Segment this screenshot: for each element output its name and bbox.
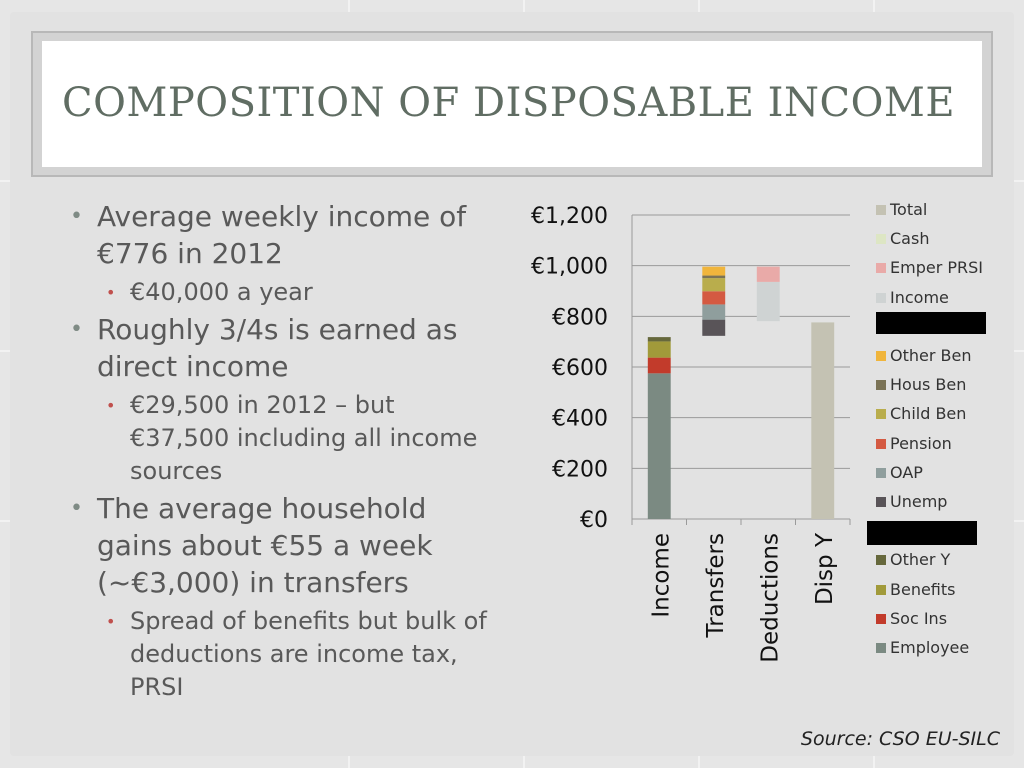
legend-label: OAP [890, 462, 923, 482]
y-tick-label: €1,000 [531, 254, 608, 280]
bar-segment-total [811, 322, 834, 519]
y-tick-label: €800 [552, 305, 608, 331]
bullet-text: Roughly 3/4s is earned as direct income [97, 313, 458, 383]
legend-item [876, 580, 956, 600]
legend-swatch [876, 614, 886, 624]
redaction-bar [867, 521, 977, 545]
legend-swatch [876, 351, 886, 361]
legend-swatch [876, 234, 886, 244]
bar-segment-other-ben [702, 267, 725, 276]
y-tick-label: €600 [552, 356, 608, 381]
source-note: Source: CSO EU-SILC [800, 728, 1000, 750]
bullet-item [70, 198, 500, 272]
legend-item [876, 404, 966, 424]
sub-bullet-dot-icon: • [106, 612, 116, 631]
legend-label: Employee [890, 638, 970, 657]
sub-bullet-item [70, 389, 500, 488]
bar-segment-child-ben [702, 278, 725, 291]
legend-swatch [876, 293, 886, 303]
y-tick-label: €1,200 [531, 204, 608, 229]
bullet-dot-icon: • [70, 496, 83, 521]
sub-bullet-item [70, 605, 500, 704]
sub-bullet-item [70, 276, 500, 309]
legend-swatch [876, 380, 886, 390]
legend-item [876, 434, 952, 454]
y-tick-label: €400 [552, 406, 608, 432]
legend-item [876, 229, 929, 249]
legend-label: Emper PRSI [890, 258, 983, 278]
bullet-dot-icon: • [70, 317, 83, 342]
legend-label: Other Ben [890, 346, 972, 365]
legend-swatch [876, 468, 886, 478]
x-category-label: Transfers [702, 533, 729, 638]
legend-item [876, 463, 923, 483]
legend-label: Hous Ben [890, 375, 967, 395]
x-category-label: Income [648, 533, 675, 618]
legend-item [876, 550, 950, 570]
x-category-label: Deductions [757, 533, 784, 663]
bullet-dot-icon: • [70, 204, 83, 229]
legend-item [876, 492, 947, 512]
sub-bullet-text: Spread of benefits but bulk of deductions are income tax, PRSI [130, 607, 487, 701]
bar-segment-soc-ins [648, 358, 671, 374]
x-category-label: Disp Y [811, 533, 838, 606]
y-tick-label: €200 [552, 457, 608, 483]
bar-segment-employee [648, 373, 671, 519]
slide-title: COMPOSITION OF DISPOSABLE INCOME [62, 80, 956, 126]
legend-label: Total [890, 200, 928, 219]
legend-item [876, 346, 971, 366]
legend-label: Income [890, 287, 949, 307]
legend-swatch [876, 497, 886, 507]
legend-item [876, 638, 969, 658]
bullet-item [70, 311, 500, 385]
legend-label: Benefits [890, 579, 956, 599]
bar-segment-emper-prsi [757, 267, 780, 282]
legend-swatch [876, 439, 886, 449]
legend-item [876, 200, 927, 220]
sub-bullet-dot-icon: • [106, 396, 116, 415]
legend-item [876, 609, 947, 629]
bar-segment-benefits [648, 341, 671, 357]
legend-label: Other Y [890, 550, 951, 570]
legend-label: Pension [890, 433, 952, 453]
bullet-text: The average household gains about €55 a week (~€3,000) in transfers [97, 492, 433, 599]
legend-swatch [876, 263, 886, 273]
bar-segment-other-y [648, 337, 671, 341]
bar-segment-unemp [702, 320, 725, 336]
legend-swatch [876, 409, 886, 419]
legend-item [876, 258, 983, 278]
bullet-item [70, 490, 500, 601]
bar-segment-income [757, 282, 780, 321]
bar-segment-oap [702, 304, 725, 319]
legend-swatch [876, 555, 886, 565]
legend-label: Cash [890, 229, 930, 249]
bar-segment-pension [702, 291, 725, 304]
sub-bullet-dot-icon: • [106, 283, 116, 302]
sub-bullet-text: €40,000 a year [130, 278, 313, 306]
legend-label: Child Ben [890, 404, 967, 424]
redaction-bar [876, 312, 986, 334]
bar-segment-hous-ben [702, 276, 725, 279]
y-tick-label: €0 [580, 508, 608, 533]
legend-swatch [876, 585, 886, 595]
legend-label: Soc Ins [890, 608, 948, 628]
legend-label: Unemp [890, 492, 948, 511]
bullet-list [70, 198, 500, 706]
legend-swatch [876, 643, 886, 653]
legend-swatch [876, 205, 886, 215]
legend-item [876, 375, 966, 395]
sub-bullet-text: €29,500 in 2012 – but €37,500 including all income sources [130, 391, 478, 485]
legend-item [876, 288, 949, 308]
bullet-text: Average weekly income of €776 in 2012 [97, 200, 467, 270]
